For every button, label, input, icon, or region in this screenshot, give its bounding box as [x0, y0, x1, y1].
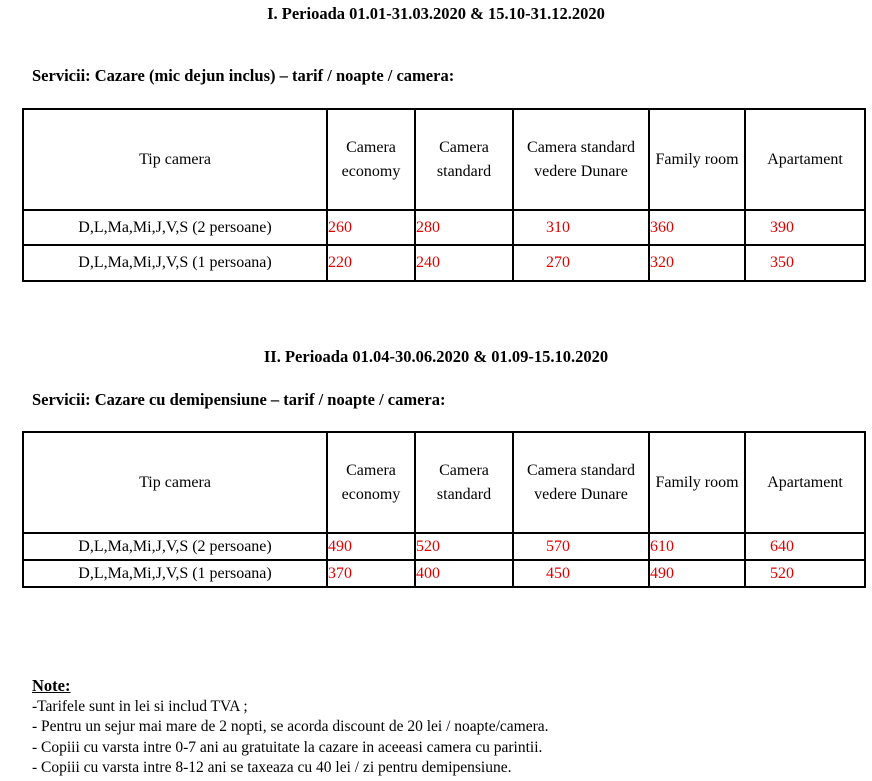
table-row: [23, 245, 865, 281]
col-header: Apartament: [745, 432, 865, 533]
price-cell: 260: [327, 210, 415, 245]
section-2-services: Servicii: Cazare cu demipensiune – tarif / noapte / camera:: [32, 390, 446, 409]
row-label: D,L,Ma,Mi,J,V,S (1 persoana): [23, 245, 327, 281]
price-cell: 240: [415, 245, 513, 281]
price-cell: 310: [513, 210, 649, 245]
type-header: Tip camera: [23, 109, 327, 210]
price-cell: 370: [327, 560, 415, 587]
rates-table-2: [22, 431, 866, 588]
price-cell: 640: [745, 533, 865, 560]
price-cell: 520: [745, 560, 865, 587]
section-1-services: Servicii: Cazare (mic dejun inclus) – tarif / noapte / camera:: [32, 66, 455, 85]
table-row: [23, 560, 865, 587]
price-cell: 220: [327, 245, 415, 281]
col-header: Camera economy: [327, 109, 415, 210]
section-1-heading: I. Perioada 01.01-31.03.2020 & 15.10-31.12.2020: [267, 4, 605, 23]
note-item: - Copiii cu varsta intre 8-12 ani se taxeaza cu 40 lei / zi pentru demipensiune.: [32, 759, 512, 776]
price-cell: 270: [513, 245, 649, 281]
col-header: Family room: [649, 432, 745, 533]
col-header: Apartament: [745, 109, 865, 210]
price-cell: 570: [513, 533, 649, 560]
section-2-heading: II. Perioada 01.04-30.06.2020 & 01.09-15.10.2020: [263, 347, 609, 366]
price-cell: 490: [327, 533, 415, 560]
row-label: D,L,Ma,Mi,J,V,S (2 persoane): [23, 210, 327, 245]
row-label: D,L,Ma,Mi,J,V,S (1 persoana): [23, 560, 327, 587]
note-item: -Tarifele sunt in lei si includ TVA ;: [32, 697, 248, 715]
col-header: Camera standard: [415, 432, 513, 533]
col-header: Camera economy: [327, 432, 415, 533]
table-row: [23, 210, 865, 245]
notes: [32, 676, 549, 779]
price-cell: 350: [745, 245, 865, 281]
col-header: Camera standard vedere Dunare: [513, 432, 649, 533]
price-cell: 490: [649, 560, 745, 587]
type-header: Tip camera: [23, 432, 327, 533]
price-cell: 450: [513, 560, 649, 587]
price-cell: 390: [745, 210, 865, 245]
price-cell: 360: [649, 210, 745, 245]
col-header: Camera standard: [415, 109, 513, 210]
col-header: Family room: [649, 109, 745, 210]
row-label: D,L,Ma,Mi,J,V,S (2 persoane): [23, 533, 327, 560]
price-cell: 280: [415, 210, 513, 245]
note-item: - Pentru un sejur mai mare de 2 nopti, se acorda discount de 20 lei / noapte/camera.: [32, 718, 549, 735]
notes-title: Note:: [32, 676, 71, 695]
rates-table-1: [22, 108, 866, 282]
note-item: - Copiii cu varsta intre 0-7 ani au gratuitate la cazare in aceeasi camera cu parintii.: [32, 738, 543, 756]
table-row: [23, 533, 865, 560]
price-cell: 610: [649, 533, 745, 560]
price-cell: 320: [649, 245, 745, 281]
price-cell: 400: [415, 560, 513, 587]
price-cell: 520: [415, 533, 513, 560]
col-header: Camera standard vedere Dunare: [513, 109, 649, 210]
